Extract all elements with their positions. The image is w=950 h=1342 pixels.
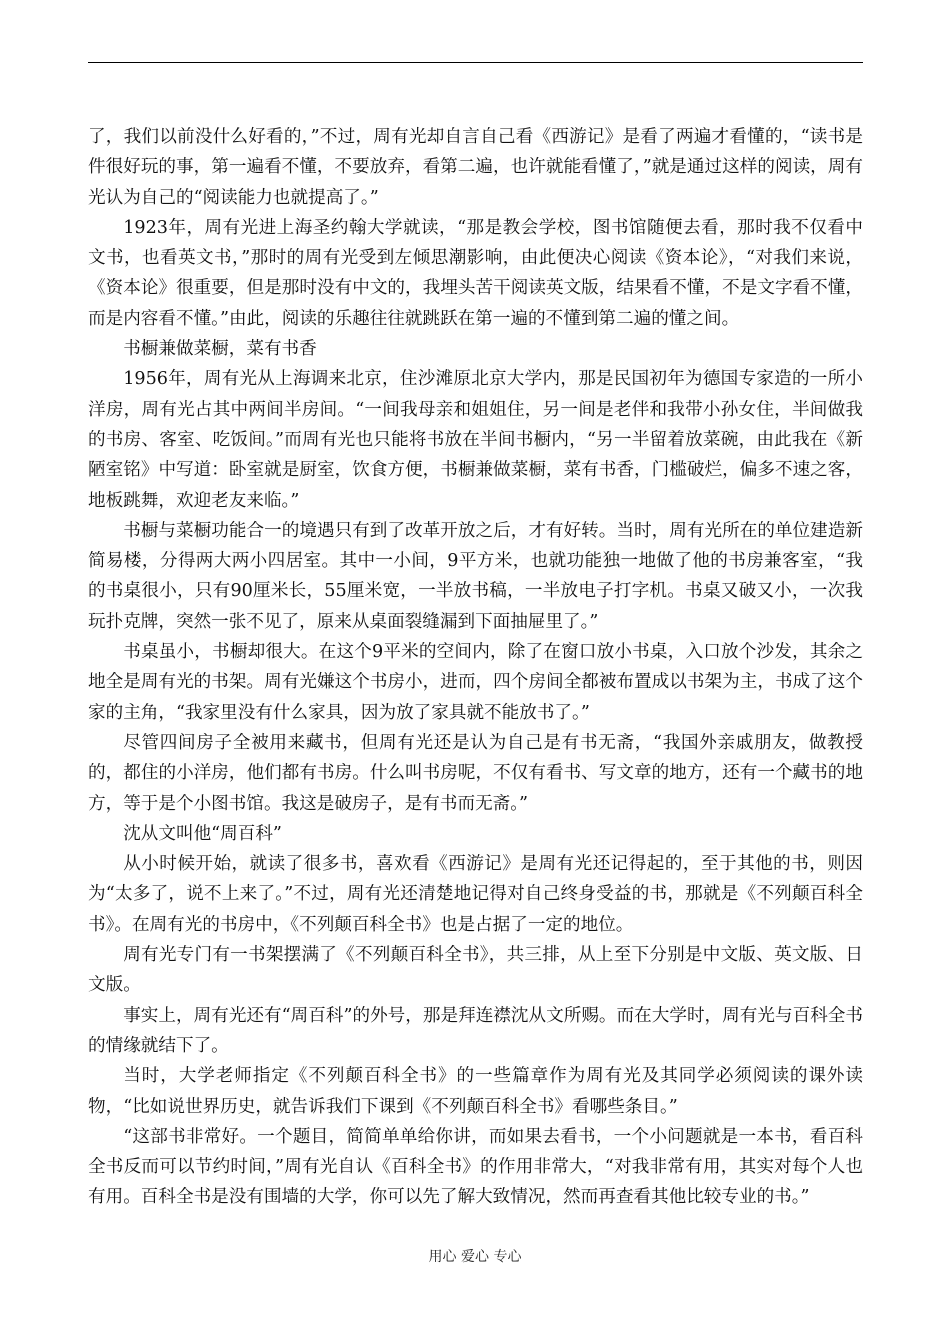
paragraph: 1923年，周有光进上海圣约翰大学就读，“那是教会学校，图书馆随便去看，那时我不仅看中文书，也看英文书，”那时的周有光受到左倾思潮影响，由此便决心阅读《资本论》，“对我们来说，《资本论》很重要，但是那时没有中文的，我埋头苦干阅读英文版，结果看不懂，不是文字看不懂，而是内容看不懂。”由此，阅读的乐趣往往就跳跃在第一遍的不懂到第二遍的懂之间。	[88, 217, 863, 329]
paragraph: 书橱与菜橱功能合一的境遇只有到了改革开放之后，才有好转。当时，周有光所在的单位建造新简易楼，分得两大两小四居室。其中一小间，9平方米，也就功能独一地做了他的书房兼客室，“我的书桌很小，只有90厘米长，55厘米宽，一半放书稿，一半放电子打字机。书桌又破又小，一次我玩扑克牌，突然一张不见了，原来从桌面裂缝漏到下面抽屉里了。”	[88, 520, 863, 632]
paragraph: 事实上，周有光还有“周百科”的外号，那是拜连襟沈从文所赐。而在大学时，周有光与百科全书的情缘就结下了。	[88, 1005, 863, 1056]
paragraph: 当时，大学老师指定《不列颠百科全书》的一些篇章作为周有光及其同学必须阅读的课外读物，“比如说世界历史，就告诉我们下课到《不列颠百科全书》看哪些条目。”	[88, 1066, 863, 1117]
paragraph: “这部书非常好。一个题目，简简单单给你讲，而如果去看书，一个小问题就是一本书，看百科全书反而可以节约时间，”周有光自认《百科全书》的作用非常大，“对我非常有用，其实对每个人也有用。百科全书是没有围墙的大学，你可以先了解大致情况，然而再查看其他比较专业的书。”	[88, 1126, 863, 1208]
article-body	[88, 122, 863, 1213]
paragraph: 从小时候开始，就读了很多书，喜欢看《西游记》是周有光还记得起的，至于其他的书，则因为“太多了，说不上来了。”不过，周有光还清楚地记得对自己终身受益的书，那就是《不列颠百科全书》。在周有光的书房中，《不列颠百科全书》也是占据了一定的地位。	[88, 854, 863, 935]
paragraph: 尽管四间房子全被用来藏书，但周有光还是认为自己是有书无斋，“我国外亲戚朋友，做教授的，都住的小洋房，他们都有书房。什么叫书房呢，不仅有看书、写文章的地方，还有一个藏书的地方，等于是个小图书馆。我这是破房子，是有书而无斋。”	[88, 732, 863, 814]
section-heading: 书橱兼做菜橱，菜有书香	[123, 339, 317, 360]
header-rule	[88, 62, 863, 63]
paragraph: 书桌虽小，书橱却很大。在这个9平米的空间内，除了在窗口放小书桌，入口放个沙发，其余之地全是周有光的书架。周有光嫌这个书房小，进而，四个房间全都被布置成以书架为主，书成了这个家的主角，“我家里没有什么家具，因为放了家具就不能放书了。”	[88, 642, 863, 723]
section-heading: 沈从文叫他“周百科”	[123, 823, 282, 844]
paragraph: 了，我们以前没什么好看的，”不过，周有光却自言自己看《西游记》是看了两遍才看懂的，“读书是件很好玩的事，第一遍看不懂，不要放弃，看第二遍，也许就能看懂了，”就是通过这样的阅读，周有光认为自己的“阅读能力也就提高了。”	[88, 127, 863, 208]
page-footer: 用心 爱心 专心	[428, 1249, 522, 1265]
paragraph: 1956年，周有光从上海调来北京，住沙滩原北京大学内，那是民国初年为德国专家造的一所小洋房，周有光占其中两间半房间。“一间我母亲和姐姐住，另一间是老伴和我带小孙女住，半间做我的书房、客室、吃饭间。”而周有光也只能将书放在半间书橱内，“另一半留着放菜碗，由此我在《新陋室铭》中写道：卧室就是厨室，饮食方便，书橱兼做菜橱，菜有书香，门槛破烂，偏多不速之客，地板跳舞，欢迎老友来临。”	[88, 369, 863, 511]
paragraph: 周有光专门有一书架摆满了《不列颠百科全书》，共三排，从上至下分别是中文版、英文版、日文版。	[88, 945, 863, 996]
